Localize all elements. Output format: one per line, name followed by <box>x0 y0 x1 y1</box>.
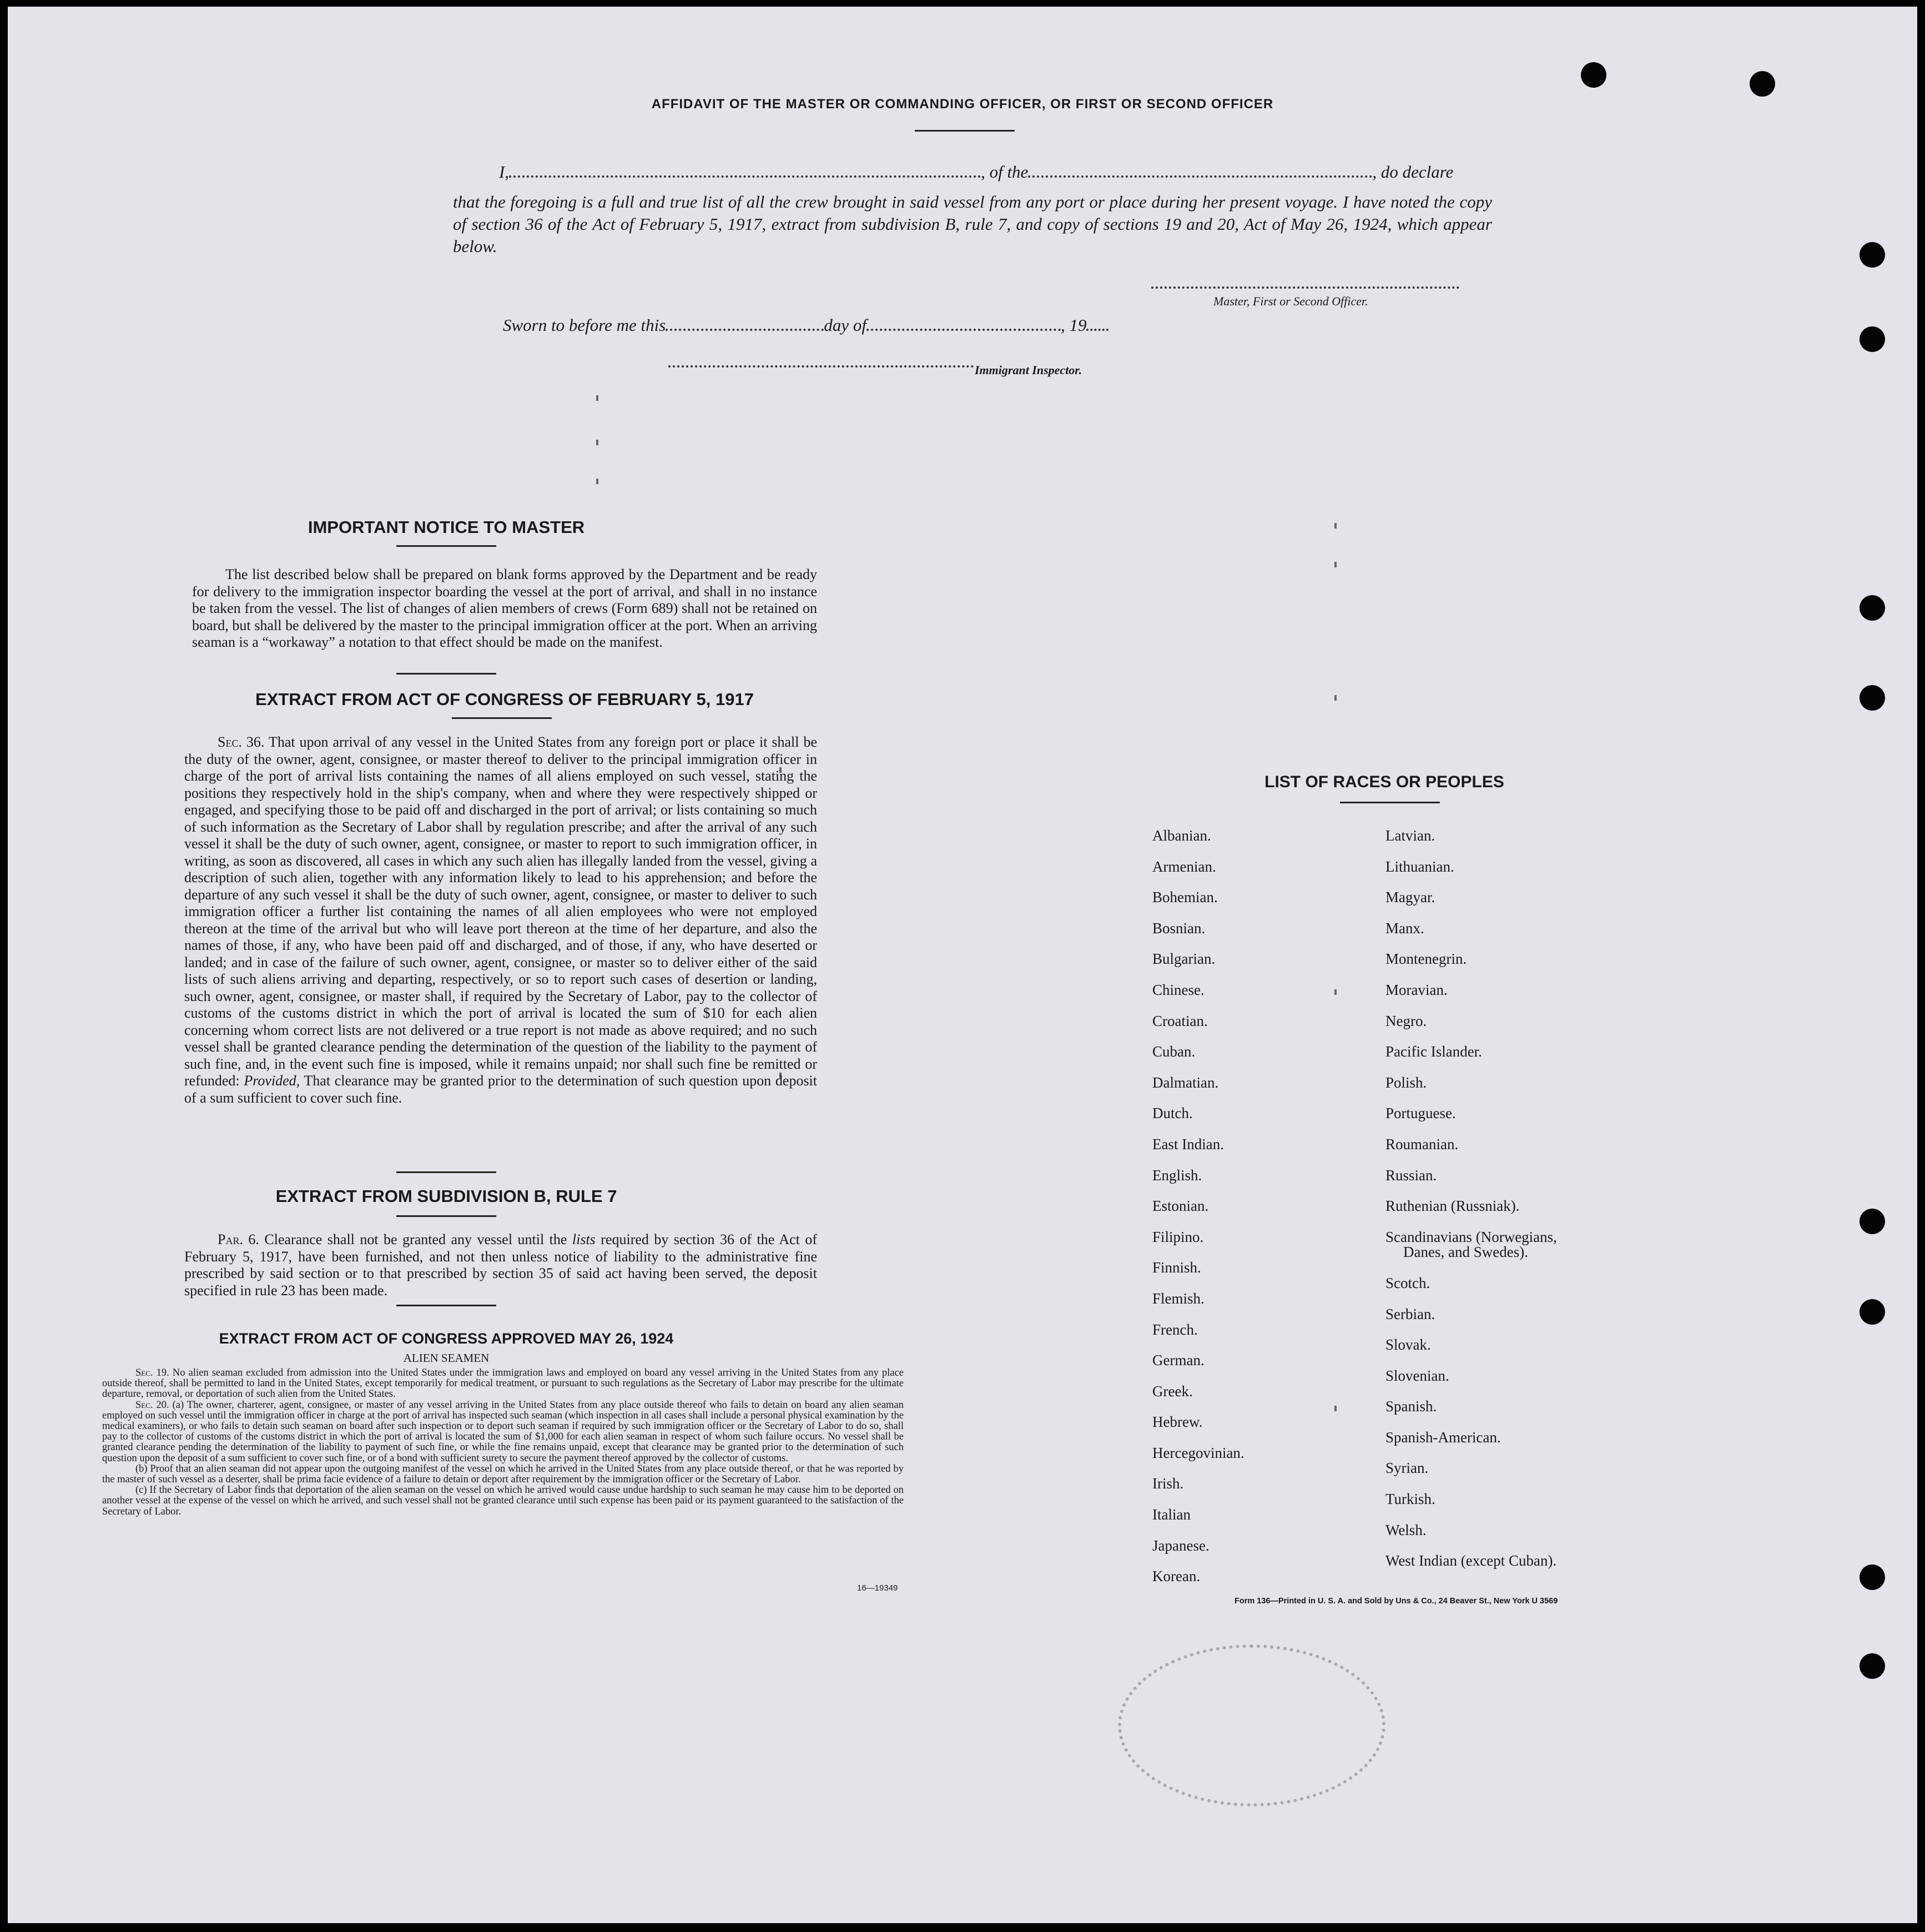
punch-hole <box>1860 685 1885 711</box>
year-label: , 19 <box>1060 315 1087 335</box>
race-entry: Negro. <box>1385 1012 1427 1029</box>
form-number: 16—19349 <box>857 1583 898 1593</box>
race-entry: Bosnian. <box>1152 919 1206 937</box>
subdivision-title: EXTRACT FROM SUBDIVISION B, RULE 7 <box>275 1186 617 1206</box>
day-field[interactable] <box>666 329 824 331</box>
race-entry: Armenian. <box>1152 858 1216 875</box>
par-6-label: Par. 6. <box>218 1231 259 1247</box>
sec-20-c-text: (c) If the Secretary of Labor finds that deportation of the alien seaman on the vessel on which he arrived would cause undue hardship to such seaman he may cause him to be deported on another vessel at the expense of the vessel on which he arrived, and such vessel shall not be granted clearance until such expense has been paid or its payment guaranteed to the satisfaction of the Secretary of Labor. <box>102 1485 904 1517</box>
race-entry: Estonian. <box>1152 1198 1209 1215</box>
form-page <box>8 7 1917 1923</box>
race-entry: Finnish. <box>1152 1259 1201 1276</box>
race-entry: Pacific Islander. <box>1385 1043 1482 1060</box>
race-entry: Bohemian. <box>1152 889 1218 906</box>
race-entry: Danes, and Swedes). <box>1403 1244 1528 1261</box>
punch-hole <box>1860 326 1885 352</box>
extract-1924-body <box>102 1368 904 1517</box>
race-entry: Scandinavians (Norwegians, <box>1385 1228 1557 1245</box>
race-entry: English. <box>1152 1166 1202 1184</box>
race-entry: Scotch. <box>1385 1274 1430 1291</box>
race-entry: Croatian. <box>1152 1012 1208 1029</box>
race-entry: Hebrew. <box>1152 1413 1203 1431</box>
race-entry: Bulgarian. <box>1152 950 1216 968</box>
race-entry: Latvian. <box>1385 827 1435 844</box>
affidavit-title: AFFIDAVIT OF THE MASTER OR COMMANDING OFFICER, OR FIRST OR SECOND OFFICER <box>651 97 1274 112</box>
race-entry: Hercegovinian. <box>1152 1444 1244 1461</box>
race-entry: East Indian. <box>1152 1135 1224 1153</box>
extract-1917-underline <box>452 717 552 719</box>
master-signature-field[interactable] <box>1151 286 1459 289</box>
sec-20-label: Sec. 20. <box>135 1399 169 1411</box>
race-entry: Chinese. <box>1152 981 1205 998</box>
subdivision-divider <box>396 1305 496 1306</box>
race-entry: Slovak. <box>1385 1336 1431 1354</box>
declaration-line <box>499 162 1493 182</box>
subdivision-body <box>184 1231 817 1299</box>
race-entry: Welsh. <box>1385 1521 1427 1538</box>
extract-1917-title: EXTRACT FROM ACT OF CONGRESS OF FEBRUARY 5, 1917 <box>255 690 754 709</box>
race-entry: Greek. <box>1152 1382 1193 1400</box>
races-left-column <box>1152 821 1244 1592</box>
sec-19-label: Sec. 19. <box>135 1367 169 1378</box>
race-entry: German. <box>1152 1352 1205 1369</box>
race-entry: Cuban. <box>1152 1043 1196 1060</box>
printer-credit: Form 136—Printed in U. S. A. and Sold by Uns & Co., 24 Beaver St., New York U 3569 <box>1234 1597 1558 1606</box>
punch-hole <box>1581 62 1606 88</box>
sec-20-b-text: (b) Proof that an alien seaman did not appear upon the outgoing manifest of the vessel on which he arrived in the United States from any place outside thereof, or that he was reported by the master of such vessel as a deserter, shall be prima facie evidence of a failure to detain or deport after requirement by the immigration officer or the Secretary of Labor. <box>102 1463 904 1486</box>
sec-36-label: Sec. 36. <box>218 734 265 750</box>
race-entry: Filipino. <box>1152 1228 1204 1245</box>
race-entry: Portuguese. <box>1385 1105 1456 1122</box>
lists-word: lists <box>572 1231 596 1247</box>
inspector-signature-field[interactable] <box>668 365 974 368</box>
title-underline <box>915 130 1015 132</box>
declaration-i: I, <box>499 162 510 182</box>
sec-20-a-text: (a) The owner, charterer, agent, consignee, or master of any vessel arriving in the United States from any place outside thereof who fails to detain on board any alien seaman employed on such vessel until the immigration officer in charge at the port of arrival has inspected such seaman (which inspection in all cases shall include a personal physical examination by the medical examiners), or who fails to detain such seaman on board after such inspection or to deport such seaman if required by such immigration officer or the Secretary of Labor to do so, shall pay to the collector of customs of the customs district in which the port of arrival is located the sum of $1,000 for each alien seaman in respect of whom such failure occurs. No vessel shall be granted clearance pending the determination of the liability to payment of such fine, or while the fine remains unpaid, except that clearance may be granted prior to the determination of such question upon the deposit of a sum sufficient to cover such fine, or of a bond with sufficient surety to secure the payment thereof approved by the collector of customs. <box>102 1399 904 1464</box>
race-entry: Irish. <box>1152 1475 1184 1492</box>
races-title: LIST OF RACES OR PEOPLES <box>1264 773 1504 791</box>
punch-hole <box>1860 1299 1885 1325</box>
sec-19-text: No alien seaman excluded from admission into the United States under the immigration laws and employed on board any vessel arriving in the United States from any place outside thereof, shall be permitted to land in the United States, except temporarily for medical treatment, or pursuant to such regulations as the Secretary of Labor may prescribe for the ultimate departure, removal, or deportation of such alien from the United States. <box>102 1367 904 1400</box>
notice-body <box>192 566 817 651</box>
race-entry: Magyar. <box>1385 889 1435 906</box>
provided-label: Provided, <box>244 1073 300 1089</box>
race-entry: Italian <box>1152 1506 1191 1523</box>
race-entry: Turkish. <box>1385 1491 1435 1508</box>
race-entry: Polish. <box>1385 1074 1427 1091</box>
punch-hole <box>1860 1564 1885 1590</box>
race-entry: Syrian. <box>1385 1460 1429 1477</box>
extract-1917-body <box>184 734 817 1106</box>
notice-text: The list described below shall be prepared on blank forms approved by the Department and be ready for delivery to the immigration inspector boarding the vessel at the port of arrival, and shall in no instance be taken from the vessel. The list of changes of alien members of crews (Form 689) shall not be retained on board, but shall be delivered by the master to the principal immigration officer at the port. When an arriving seaman is a “workaway” a notation to that effect should be made on the manifest. <box>192 566 817 650</box>
vessel-field[interactable] <box>1028 175 1372 178</box>
race-entry: Spanish-American. <box>1385 1428 1501 1446</box>
race-entry: Slovenian. <box>1385 1367 1449 1384</box>
par-6-text: Clearance shall not be granted any vessel until the <box>264 1231 567 1247</box>
subdivision-underline <box>396 1215 496 1217</box>
race-entry: Manx. <box>1385 919 1424 937</box>
notice-divider <box>396 673 496 675</box>
faded-stamp <box>1118 1644 1385 1807</box>
punch-hole <box>1860 595 1885 621</box>
punch-hole <box>1860 1209 1885 1234</box>
inspector-label: Immigrant Inspector. <box>975 363 1082 377</box>
race-entry: Ruthenian (Russniak). <box>1385 1198 1520 1215</box>
punch-hole <box>1860 242 1885 268</box>
race-entry: Russian. <box>1385 1166 1437 1184</box>
race-entry: Spanish. <box>1385 1398 1437 1415</box>
sworn-line <box>503 315 1108 335</box>
race-entry: West Indian (except Cuban). <box>1385 1552 1557 1569</box>
races-underline <box>1340 802 1440 803</box>
race-entry: Albanian. <box>1152 827 1211 844</box>
extract-1924-title: EXTRACT FROM ACT OF CONGRESS APPROVED MAY 26, 1924 <box>219 1330 674 1347</box>
race-entry: Serbian. <box>1385 1305 1435 1322</box>
month-field[interactable] <box>866 329 1061 331</box>
race-entry: Flemish. <box>1152 1290 1205 1307</box>
race-entry: Japanese. <box>1152 1537 1210 1554</box>
race-entry: Lithuanian. <box>1385 858 1454 875</box>
race-entry: Korean. <box>1152 1568 1201 1585</box>
races-right-column <box>1385 821 1557 1577</box>
year-field[interactable] <box>1086 329 1108 331</box>
punch-hole <box>1860 1653 1885 1679</box>
notice-underline <box>396 545 496 547</box>
name-field[interactable] <box>509 175 981 178</box>
extract-1917-divider <box>396 1171 496 1173</box>
sworn-label: Sworn to before me this <box>503 315 666 335</box>
race-entry: Montenegrin. <box>1385 950 1467 968</box>
par-6-text-end: required by section 36 of the Act of February 5, 1917, have been furnished, and not then unless notice of liability to the administrative fine prescribed by said section or to that prescribed by section 35 of said act having been served, the deposit specified in rule 23 has been made. <box>184 1231 818 1299</box>
race-entry: Moravian. <box>1385 981 1448 998</box>
sec-36-text: That upon arrival of any vessel in the United States from any foreign port or place it shall be the duty of the owner, agent, consignee, or master thereof to deliver to the principal immigration officer in charge of the port of arrival lists containing the names of all aliens employed on such vessel, stating the positions they respectively hold in the ship's company, when and where they were respectively shipped or engaged, and specifying those to be paid off and discharged in the port of arrival; or lists containing so much of such information as the Secretary of Labor shall by regulation prescribe; and after the arrival of any such vessel it shall be the duty of such owner, agent, consignee, or master to report to such immigration officer, in writing, as soon as discovered, all cases in which any such alien has illegally landed from the vessel, giving a description of such alien, together with any information likely to lead to his apprehension; and before the departure of any such vessel it shall be the duty of such owner, agent, consignee, or master to deliver to such immigration officer a further list containing the names of all alien employees who were not employed thereon at the time of the arrival but who will leave port thereon at the time of her departure, and also the names of those, if any, who have been paid off and discharged, and of those, if any, who have deserted or landed; and in case of the failure of such owner, agent, consignee, or master so to deliver either of the said lists of such aliens arriving and departing, respectively, or so to report such cases of desertion or landing, such owner, agent, consignee, or master shall, if required by the Secretary of Labor, pay to the collector of customs of the customs district in which the port of arrival is located the sum of $10 for each alien concerning whom correct lists are not delivered or a true report is not made as above required; and no such vessel shall be granted clearance pending the determination of the question of the liability to the payment of such fine, and, in the event such fine is imposed, while it remains unpaid; nor shall such fine be remitted or refunded: <box>184 734 817 1089</box>
notice-title: IMPORTANT NOTICE TO MASTER <box>308 517 585 537</box>
race-entry: Roumanian. <box>1385 1135 1459 1153</box>
punch-hole <box>1750 71 1775 97</box>
declaration-of-the: , of the <box>981 162 1029 182</box>
race-entry: Dutch. <box>1152 1105 1193 1122</box>
race-entry: French. <box>1152 1321 1198 1338</box>
sec-36-text-end: That clearance may be granted prior to the determination of such question upon deposit of a sum sufficient to cover such fine. <box>184 1073 818 1106</box>
declaration-body: that the foregoing is a full and true list of all the crew brought in said vessel from any port or place during her present voyage. I have noted the copy of section 36 of the Act of February 5, 1917, extract from subdivision B, rule 7, and copy of sections 19 and 20, Act of May 26, 1924, which appear below. <box>453 192 1492 256</box>
declaration-do-declare: , do declare <box>1372 162 1454 182</box>
master-signature-label: Master, First or Second Officer. <box>1213 294 1368 308</box>
race-entry: Dalmatian. <box>1152 1074 1219 1091</box>
alien-seamen-subtitle: ALIEN SEAMEN <box>403 1351 490 1365</box>
day-of-label: day of <box>824 315 866 335</box>
